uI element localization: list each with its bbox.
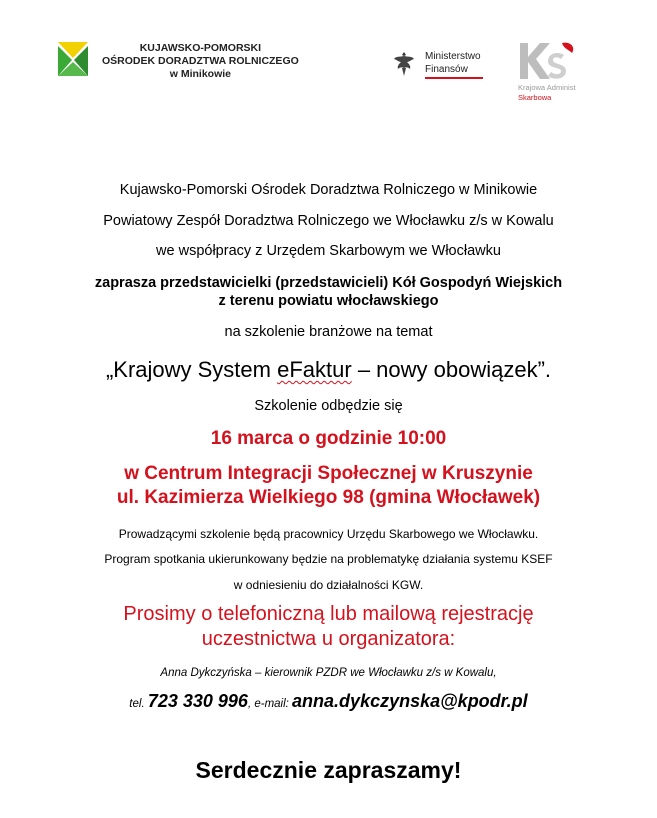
kpodr-logo: [58, 42, 318, 82]
tel-label: tel.: [129, 698, 148, 710]
kpodr-logo-line1: KUJAWSKO-POMORSKI: [139, 42, 262, 54]
kas-logo-line2: Skarbowa: [518, 93, 552, 102]
phone-number[interactable]: 723 330 996: [147, 691, 248, 711]
eagle-emblem-icon: [393, 50, 415, 78]
training-title-pre: „Krajowy System: [105, 357, 278, 382]
training-title: [0, 357, 657, 383]
contact-details: [0, 691, 657, 712]
cooperation-line: we współpracy z Urzędem Skarbowym we Włocławku: [156, 243, 501, 259]
email-address[interactable]: anna.dykczynska@kpodr.pl: [292, 691, 528, 711]
closing-line: Serdecznie zapraszamy!: [195, 757, 462, 783]
invitation-line-1: zaprasza przedstawicielki (przedstawicieli) Kół Gospodyń Wiejskich: [94, 275, 563, 291]
ministry-logo-bar: [425, 77, 483, 79]
ministry-logo-line1: Ministerstwo: [425, 51, 481, 62]
program-line-1: Program spotkania ukierunkowany będzie na problematykę działania systemu KSEF: [104, 552, 553, 566]
kpodr-logo-line2: OŚRODEK DORADZTWA ROLNICZEGO: [102, 55, 299, 67]
ministry-logo-text: [425, 50, 481, 76]
date-time: 16 marca o godzinie 10:00: [210, 428, 447, 449]
ministry-logo-line2: Finansów: [425, 64, 468, 75]
organizer-line: Kujawsko-Pomorski Ośrodek Doradztwa Rolniczego w Minikowie: [119, 182, 538, 198]
team-line: Powiatowy Zespół Doradztwa Rolniczego we Włocławku z/s w Kowalu: [103, 213, 554, 229]
kpodr-emblem-icon: [58, 42, 88, 76]
kas-emblem-icon: [518, 41, 578, 81]
topic-intro: na szkolenie branżowe na temat: [224, 324, 433, 340]
kpodr-logo-text: [102, 42, 299, 81]
program-line-2: w odniesieniu do działalności KGW.: [233, 578, 424, 592]
kas-logo: [516, 41, 606, 105]
contact-person: Anna Dykczyńska – kierownik PZDR we Włocławku z/s w Kowalu,: [160, 667, 497, 679]
training-title-efaktur: eFaktur: [277, 357, 352, 382]
ministry-of-finance-logo: [393, 44, 493, 84]
invitation-line-2: z terenu powiatu włocławskiego: [218, 293, 439, 309]
venue-line-2: ul. Kazimierza Wielkiego 98 (gmina Włocławek): [116, 487, 541, 508]
registration-request-2: uczestnictwa u organizatora:: [201, 628, 456, 650]
presenters-line: Prowadzącymi szkolenie będą pracownicy Urzędu Skarbowego we Włocławku.: [118, 527, 539, 541]
registration-request-1: Prosimy o telefoniczną lub mailową rejestrację: [123, 603, 534, 625]
training-title-post: – nowy obowiązek”.: [351, 357, 552, 382]
email-label: , e-mail:: [247, 698, 293, 710]
venue-line-1: w Centrum Integracji Społecznej w Kruszynie: [124, 463, 533, 484]
kpodr-logo-line3: w Minikowie: [169, 68, 232, 80]
will-take-place: Szkolenie odbędzie się: [254, 398, 403, 414]
kas-logo-line1: Krajowa Administ: [518, 83, 576, 92]
